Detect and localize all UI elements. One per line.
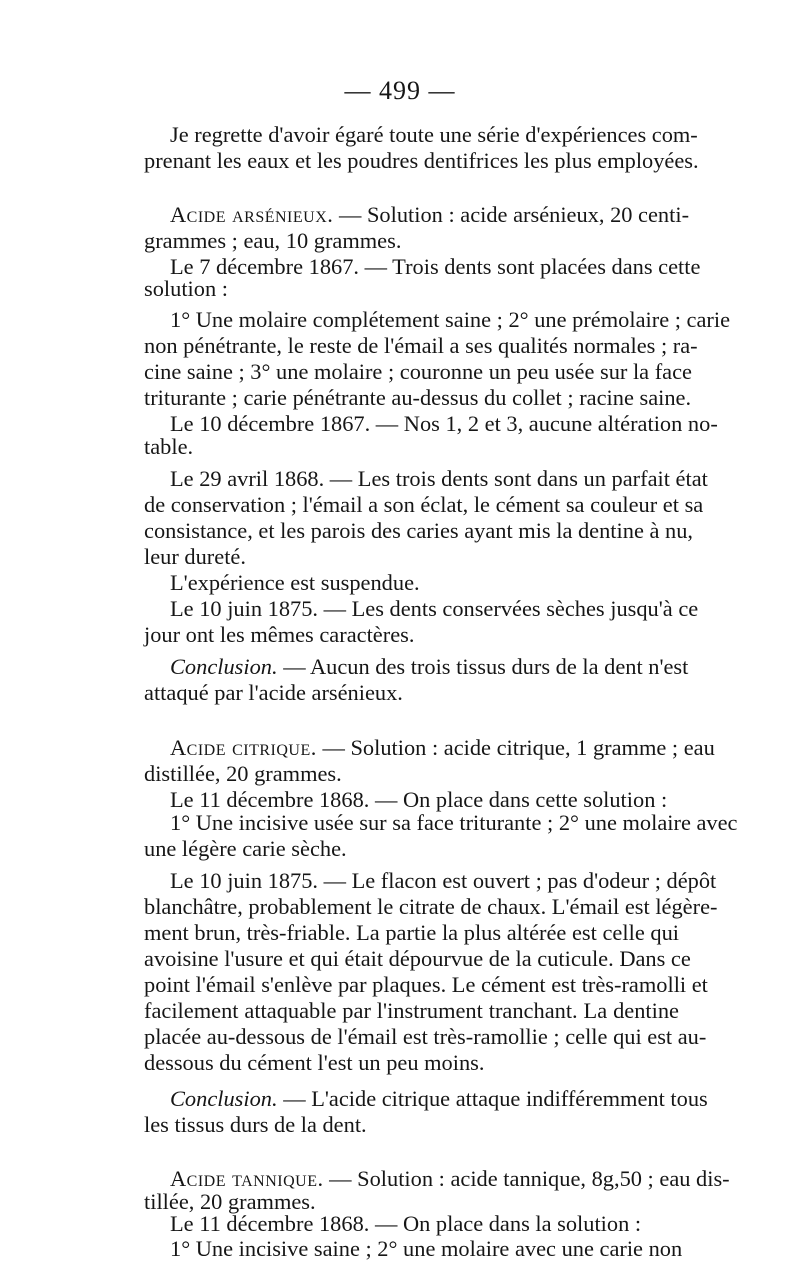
conclusion-line-arsenic: Conclusion. — Aucun des trois tissus durs de la dent n'est — [170, 654, 689, 679]
text-line: de conservation ; l'émail a son éclat, le cément sa couleur et sa — [144, 492, 704, 517]
section-line-citric: Acide citrique. — Solution : acide citrique, 1 gramme ; eau — [170, 735, 715, 760]
section-heading-arsenic: Acide arsénieux. — [170, 202, 334, 227]
section-line-tannic: Acide tannique. — Solution : acide tannique, 8g,50 ; eau dis- — [170, 1166, 730, 1191]
section-heading-citric: Acide citrique. — [170, 735, 317, 760]
text-line: Le 7 décembre 1867. — Trois dents sont placées dans cette — [170, 254, 701, 279]
text-line: cine saine ; 3° une molaire ; couronne un peu usée sur la face — [144, 359, 692, 384]
text-line: Le 29 avril 1868. — Les trois dents sont dans un parfait état — [170, 466, 708, 491]
text-line: placée au-dessous de l'émail est très-ramollie ; celle qui est au- — [144, 1024, 707, 1049]
text-line: ment brun, très-friable. La partie la plus altérée est celle qui — [144, 920, 679, 945]
section-heading-tannic: Acide tannique. — [170, 1166, 324, 1191]
text-line: Le 11 décembre 1868. — On place dans cette solution : — [170, 787, 668, 812]
text-line: dessous du cément l'est un peu moins. — [144, 1050, 485, 1075]
text-line: distillée, 20 grammes. — [144, 761, 342, 786]
text-line: jour ont les mêmes caractères. — [144, 622, 415, 647]
text-line: une légère carie sèche. — [144, 836, 347, 861]
text-line: table. — [144, 434, 194, 459]
text-line: triturante ; carie pénétrante au-dessus du collet ; racine saine. — [144, 385, 692, 410]
text-line: attaqué par l'acide arsénieux. — [144, 680, 403, 705]
text-line: 1° Une molaire complétement saine ; 2° une prémolaire ; carie — [170, 307, 731, 332]
conclusion-label: Conclusion. — [170, 654, 278, 679]
text-line: point l'émail s'enlève par plaques. Le cément est très-ramolli et — [144, 972, 708, 997]
text-line: leur dureté. — [144, 544, 246, 569]
text-line: Le 10 juin 1875. — Les dents conservées sèches jusqu'à ce — [170, 596, 699, 621]
section-line-arsenic: Acide arsénieux. — Solution : acide arsénieux, 20 centi- — [170, 202, 690, 227]
text-line: L'expérience est suspendue. — [170, 570, 420, 595]
text-line: 1° Une incisive usée sur sa face triturante ; 2° une molaire avec — [170, 810, 738, 835]
text-line: les tissus durs de la dent. — [144, 1112, 367, 1137]
text-line: Je regrette d'avoir égaré toute une série d'expériences com- — [170, 122, 698, 147]
text-line: prenant les eaux et les poudres dentifrices les plus employées. — [144, 148, 699, 173]
conclusion-line-citric: Conclusion. — L'acide citrique attaque indifféremment tous — [170, 1086, 708, 1111]
text-line: non pénétrante, le reste de l'émail a ses qualités normales ; ra- — [144, 333, 698, 358]
text-line: consistance, et les parois des caries ayant mis la dentine à nu, — [144, 518, 694, 543]
text-line: Le 11 décembre 1868. — On place dans la solution : — [170, 1211, 642, 1236]
text-line: facilement attaquable par l'instrument tranchant. La dentine — [144, 998, 679, 1023]
conclusion-label: Conclusion. — [170, 1086, 278, 1111]
text-line: solution : — [144, 276, 228, 301]
text-line: Le 10 juin 1875. — Le flacon est ouvert ; pas d'odeur ; dépôt — [170, 868, 717, 893]
text-line: Le 10 décembre 1867. — Nos 1, 2 et 3, aucune altération no- — [170, 411, 718, 436]
page-number: — 499 — — [344, 76, 456, 105]
text-line: avoisine l'usure et qui était dépourvue de la cuticule. Dans ce — [144, 946, 691, 971]
text-line: 1° Une incisive saine ; 2° une molaire avec une carie non — [170, 1236, 683, 1261]
text-line: grammes ; eau, 10 grammes. — [144, 228, 402, 253]
text-line: blanchâtre, probablement le citrate de chaux. L'émail est légère- — [144, 894, 718, 919]
text-line: tillée, 20 grammes. — [144, 1189, 316, 1214]
